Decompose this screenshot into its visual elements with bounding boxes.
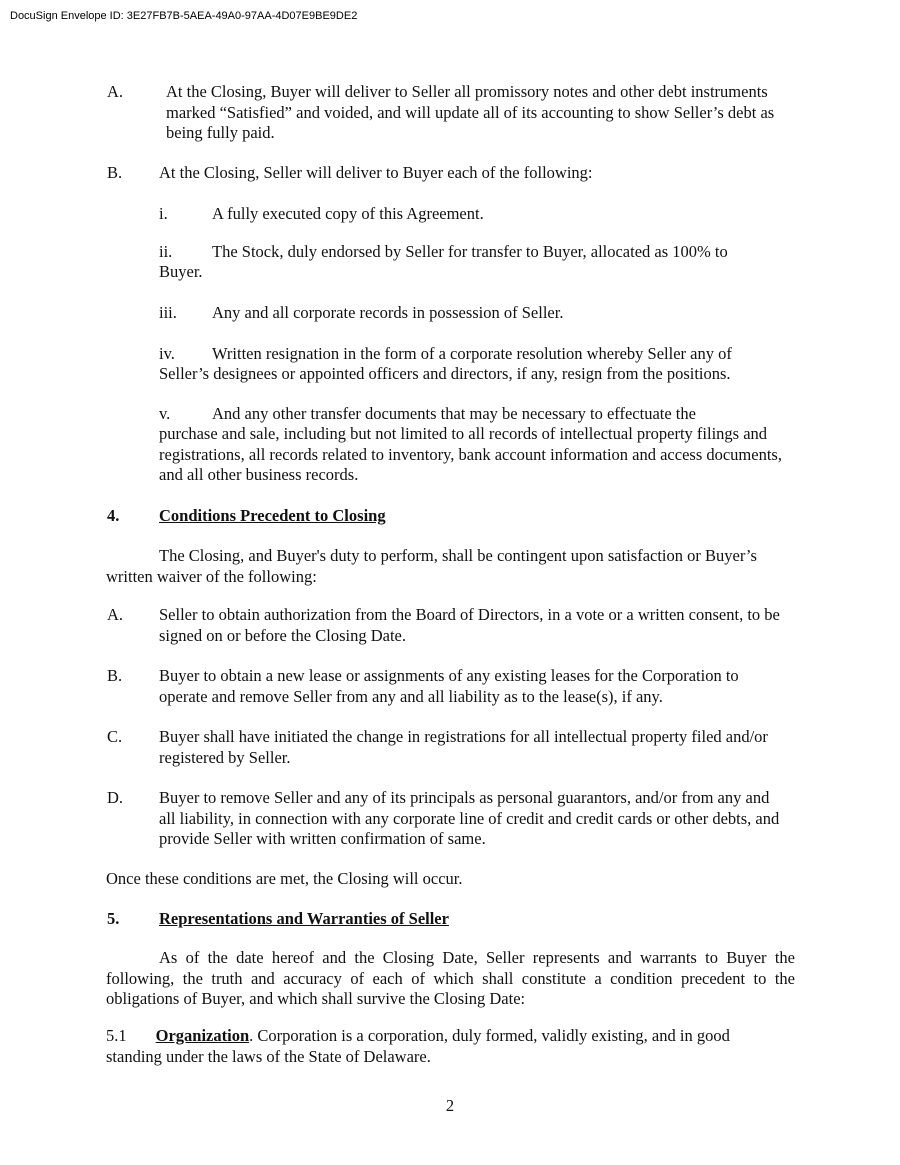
- condition-label: C.: [107, 727, 123, 746]
- closing-item-b-text: At the Closing, Seller will deliver to Buyer each of the following:: [159, 163, 593, 182]
- delivery-item-label: iv.: [159, 344, 175, 363]
- condition-label: B.: [107, 666, 123, 685]
- section-5-number: 5.: [107, 909, 120, 928]
- delivery-item-text: The Stock, duly endorsed by Seller for transfer to Buyer, allocated as 100% to: [212, 242, 728, 261]
- delivery-item-continuation: Buyer.: [159, 262, 203, 281]
- condition-text: Buyer shall have initiated the change in registrations for all intellectual property filed and/or registered by Seller.: [159, 727, 768, 767]
- condition-label: D.: [107, 788, 124, 807]
- delivery-item-text: A fully executed copy of this Agreement.: [212, 204, 484, 223]
- condition-label: A.: [107, 605, 124, 624]
- section-5-1-paragraph: [106, 1026, 786, 1067]
- delivery-item-text: Written resignation in the form of a corporate resolution whereby Seller any of: [212, 344, 732, 363]
- section-4-title: Conditions Precedent to Closing: [159, 506, 386, 525]
- conditions-closing-note: Once these conditions are met, the Closing will occur.: [106, 869, 463, 888]
- delivery-item-label: v.: [159, 404, 171, 423]
- condition-text: Seller to obtain authorization from the Board of Directors, in a vote or a written consent, to be signed on or before the Closing Date.: [159, 605, 780, 645]
- condition-text: Buyer to obtain a new lease or assignments of any existing leases for the Corporation to operate and remove Seller from any and all liability as to the lease(s), if any.: [159, 666, 739, 706]
- section-5-intro: As of the date hereof and the Closing Date, Seller represents and warrants to Buyer the following, the truth and accuracy of each of which shall constitute a condition precedent to the obligations of Buyer, and which shall survive the Closing Date:: [106, 948, 795, 1008]
- delivery-item-label: i.: [159, 204, 168, 223]
- docusign-envelope-id: DocuSign Envelope ID: 3E27FB7B-5AEA-49A0-97AA-4D07E9BE9DE2: [10, 10, 358, 22]
- delivery-item-label: iii.: [159, 303, 177, 322]
- condition-text: Buyer to remove Seller and any of its principals as personal guarantors, and/or from any and all liability, in connection with any corporate line of credit and credit cards or other debts, and provide Seller with written confirmation of same.: [159, 788, 780, 848]
- section-5-1-text: . Corporation is a corporation, duly formed, validly existing, and in good standing under the laws of the State of Delaware.: [106, 1026, 730, 1066]
- closing-item-a-label: A.: [107, 82, 124, 101]
- delivery-item-continuation: purchase and sale, including but not limited to all records of intellectual property filings and registrations, all records related to inventory, bank account information and access documents, and all other business records.: [159, 424, 782, 484]
- section-4-number: 4.: [107, 506, 120, 525]
- delivery-item-label: ii.: [159, 242, 173, 261]
- section-5-title: Representations and Warranties of Seller: [159, 909, 449, 928]
- page-number: 2: [445, 1096, 455, 1115]
- closing-item-a-text: At the Closing, Buyer will deliver to Seller all promissory notes and other debt instruments marked “Satisfied” and voided, and will update all of its accounting to show Seller’s debt as being fully paid.: [166, 82, 775, 142]
- section-5-1-number: 5.1: [106, 1026, 127, 1045]
- delivery-item-text: And any other transfer documents that may be necessary to effectuate the: [212, 404, 696, 423]
- closing-item-b-label: B.: [107, 163, 123, 182]
- section-4-intro: The Closing, and Buyer's duty to perform, shall be contingent upon satisfaction or Buyer’s written waiver of the following:: [106, 546, 757, 586]
- section-5-1-title: Organization: [155, 1026, 250, 1045]
- delivery-item-text: Any and all corporate records in possession of Seller.: [212, 303, 564, 322]
- delivery-item-continuation: Seller’s designees or appointed officers and directors, if any, resign from the positions.: [159, 364, 731, 383]
